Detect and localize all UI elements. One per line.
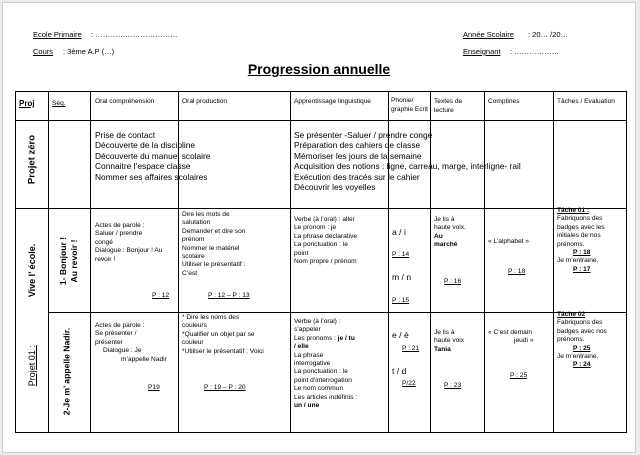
- seq-2-oral-comprehension: Actes de parole : Se présenter / présenter Dialogue : Je m’appelle Nadir: [95, 322, 167, 363]
- seq-2-comptine-page: P : 25: [510, 372, 528, 379]
- seq-1-oral-production-page: P : 12 – P : 13: [208, 292, 250, 299]
- ecole-field: : ……………………………: [91, 30, 178, 39]
- seq-2-taches: Tâche 02 Fabriquons des badges avec nos prénoms. P : 25 Je m’entraine, P : 24: [557, 311, 607, 369]
- seq-2-oral-production: * Dire les noms des couleurs *Qualifier un objet par se couleur *Utiliser le présentatif : Voici: [182, 314, 264, 355]
- col-header-textes: Textes de lecture: [434, 98, 463, 114]
- seq-1-label: 1- Bonjour ! Au revoir !: [58, 236, 79, 286]
- progression-table: [15, 91, 627, 433]
- seq-2-apprentissage: Verbe (à l’oral) : s’appeler Les pronoms : je / tu / elle La phrase interrogative La ponctuation : le point d’interrogation Le nom commun Les articles indéfinis : un / une: [294, 318, 358, 410]
- seq-1-oral-comprehension: Actes de parole : Saluer / prendre congé Dialogue : Bonjour ! Au revoir !: [95, 222, 163, 263]
- seq-1-phonie-page-2: P : 15: [392, 297, 410, 304]
- document-page: [2, 2, 636, 453]
- seq-1-taches: Tâche 01 : Fabriquons des badges avec les initiales de nos prénoms. P : 18 Je m’entraine, P : 17: [557, 207, 605, 273]
- seq-1-comptine: « L’alphabet »: [488, 238, 530, 245]
- seq-1-phonie-page-1: P : 14: [392, 251, 410, 258]
- projet-zero-right: Se présenter -Saluer / prendre congé Préparation des cahiers de classe Mémoriser les jours de la semaine Acquisition des notions : ligne, carreau, marge, interligne- rail Exécution des tracés sur le cahier Découvrir les voyelles: [294, 130, 521, 193]
- seq-2-phonie-1: e / é: [392, 330, 409, 340]
- projet-zero-label: Projet zéro: [26, 134, 38, 185]
- seq-1-phonie-2: m / n: [392, 272, 412, 282]
- seq-2-comptine: « C’est demain jeudi »: [488, 329, 534, 345]
- enseignant-label: Enseignant: [463, 47, 501, 56]
- seq-1-oral-comprehension-page: P : 12: [152, 292, 170, 299]
- seq-2-phonie-page-2: P/22: [402, 380, 416, 387]
- seq-1-oral-production: Dire les mots de salutation Demander et dire son prénom Nommer le matériel scolaire Utiliser le présentatif : C’est: [182, 211, 246, 277]
- seq-1-phonie-1: a / i: [392, 227, 406, 237]
- annee-field: : 20… /20…: [528, 30, 569, 39]
- seq-2-oral-comprehension-page: P19: [148, 384, 160, 391]
- seq-2-oral-production-page: P : 19 – P : 20: [204, 384, 246, 391]
- col-header-seq: Séq.: [52, 100, 66, 107]
- projet-zero-left: Prise de contact Découverte de la discipline Découverte du manuel scolaire Connaitre l’espace classe Nommer ses affaires scolaires: [95, 130, 211, 182]
- col-header-proj: Proj: [19, 99, 35, 108]
- seq-1-textes-page: P : 16: [444, 278, 462, 285]
- seq-2-phonie-2: t / d: [392, 366, 407, 376]
- enseignant-field: : ………………: [510, 47, 560, 56]
- col-header-oral-comprehension: Oral compréhension: [95, 98, 155, 105]
- seq-2-label: 2-Je m’ appelle Nadir.: [61, 327, 72, 416]
- col-header-oral-production: Oral production: [182, 98, 228, 105]
- seq-1-apprentissage: Verbe (à l’oral) : aller Le pronom : je La phrase déclarative La ponctuation : le point Nom propre / prénom: [294, 216, 358, 266]
- cours-label: Cours: [33, 47, 54, 56]
- page-title: Progression annuelle: [247, 61, 391, 77]
- seq-2-textes-page: P : 23: [444, 382, 462, 389]
- col-header-phonie: Phonie/ graphie Ecrit: [391, 97, 429, 113]
- col-header-taches: Tâches / Evaluation: [557, 98, 615, 105]
- cours-field: : 3ème A.P (…): [63, 47, 115, 56]
- col-header-apprentissage: Apprentissage linguistique: [294, 98, 371, 105]
- seq-1-comptine-page: P : 18: [508, 268, 526, 275]
- projet-01-label: Projet 01 :Vive l’ école.: [27, 243, 37, 387]
- seq-1-textes: Je lis à haute voix. Au marché: [434, 216, 466, 249]
- col-header-comptines: Comptines: [488, 98, 520, 105]
- ecole-label: Ecole Primaire: [33, 30, 82, 39]
- annee-label: Année Scolaire: [463, 30, 514, 39]
- seq-2-phonie-page-1: P : 21: [402, 345, 420, 352]
- seq-2-textes: Je lis à haute voix Tania: [434, 329, 465, 353]
